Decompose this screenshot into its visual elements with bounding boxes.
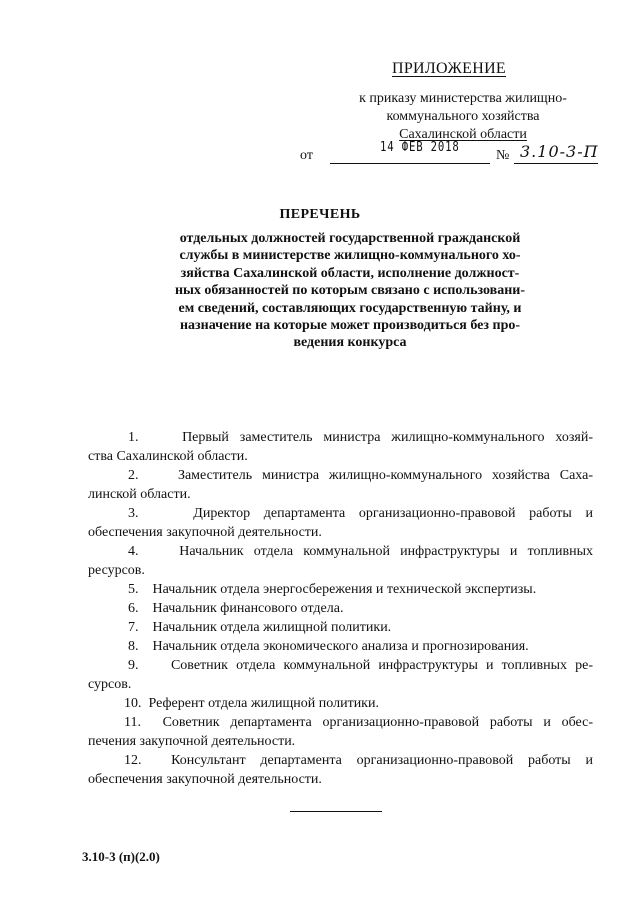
list-item	[128, 618, 593, 637]
list-item	[88, 542, 593, 580]
item-text: Начальник финансового отдела.	[152, 601, 344, 616]
list-item	[88, 466, 593, 504]
item-text-cont: линской области.	[88, 487, 191, 502]
item-number: 3.	[128, 506, 139, 521]
list-item	[88, 713, 593, 751]
date-underline	[330, 163, 490, 164]
positions-list	[88, 428, 593, 789]
item-number: 8.	[128, 639, 139, 654]
item-text-cont: обеспечения закупочной деятельности.	[88, 525, 322, 540]
list-item	[128, 580, 593, 599]
item-text-cont: ресурсов.	[88, 563, 145, 578]
list-item	[88, 656, 593, 694]
order-row	[300, 140, 600, 168]
list-item	[124, 694, 593, 713]
item-number: 5.	[128, 582, 139, 597]
subtitle-line: ведения конкурса	[293, 335, 407, 351]
subtitle-line: отдельных должностей государственной гражданской	[179, 231, 521, 246]
item-text-cont: обеспечения закупочной деятельности.	[88, 772, 322, 787]
order-number-handwritten: 3.10-3-П	[520, 142, 599, 161]
item-text-cont: ства Сахалинской области.	[88, 449, 248, 464]
item-number: 7.	[128, 620, 139, 635]
item-text: Начальник отдела коммунальной инфраструктуры и топливных	[179, 544, 594, 559]
list-item	[88, 504, 593, 542]
appendix-line: коммунального хозяйства	[386, 109, 540, 124]
list-item	[88, 428, 593, 466]
subtitle-line: зяйства Сахалинской области, исполнение должност-	[180, 265, 520, 281]
subtitle-line: ем сведений, составляющих государственную тайну, и	[178, 300, 522, 316]
item-number: 11.	[124, 715, 141, 730]
item-number: 6.	[128, 601, 139, 616]
item-text: Начальник отдела энергосбережения и технической экспертизы.	[152, 582, 537, 597]
item-text: Советник отдела коммунальной инфраструктуры и топливных ре-	[170, 658, 593, 673]
appendix-line: к приказу министерства жилищно-	[359, 91, 567, 106]
document-subtitle	[150, 230, 550, 352]
subtitle-line: ных обязанностей по которым связано с использовани-	[174, 283, 526, 299]
item-text: Директор департамента организационно-правовой работы и	[193, 506, 594, 521]
item-text: Первый заместитель министра жилищно-коммунального хозяй-	[182, 430, 593, 445]
from-label: от	[300, 148, 313, 163]
appendix-title: ПРИЛОЖЕНИЕ	[392, 60, 507, 77]
appendix-reference	[328, 90, 598, 144]
item-text: Заместитель министра жилищно-коммунального хозяйства Саха-	[177, 468, 593, 483]
item-text-cont: сурсов.	[88, 677, 132, 692]
item-text: Консультант департамента организационно-правовой работы и	[171, 753, 594, 768]
item-number: 1.	[128, 430, 139, 445]
order-date-stamp: 14 ФЕВ 2018	[380, 140, 460, 155]
list-item	[128, 599, 593, 618]
appendix-line: Сахалинской области	[399, 127, 527, 142]
subtitle-line: службы в министерстве жилищно-коммунального хо-	[179, 248, 521, 264]
document-code: 3.10-3 (п)(2.0)	[82, 849, 160, 864]
number-label: №	[496, 148, 510, 163]
item-text: Советник департамента организационно-правовой работы и обес-	[162, 715, 593, 730]
item-number: 10.	[124, 696, 142, 711]
item-text: Начальник отдела экономического анализа и прогнозирования.	[152, 639, 529, 654]
list-item	[128, 637, 593, 656]
item-number: 2.	[128, 468, 139, 483]
end-divider	[290, 811, 382, 812]
item-number: 4.	[128, 544, 139, 559]
subtitle-line: назначение на которые может производиться без про-	[179, 318, 521, 334]
list-item	[88, 751, 593, 789]
item-number: 12.	[124, 753, 142, 768]
document-title: ПЕРЕЧЕНЬ	[279, 207, 361, 222]
item-number: 9.	[128, 658, 139, 673]
number-underline	[514, 163, 598, 164]
item-text: Начальник отдела жилищной политики.	[152, 620, 392, 635]
item-text: Референт отдела жилищной политики.	[148, 696, 379, 711]
item-text-cont: печения закупочной деятельности.	[88, 734, 296, 749]
